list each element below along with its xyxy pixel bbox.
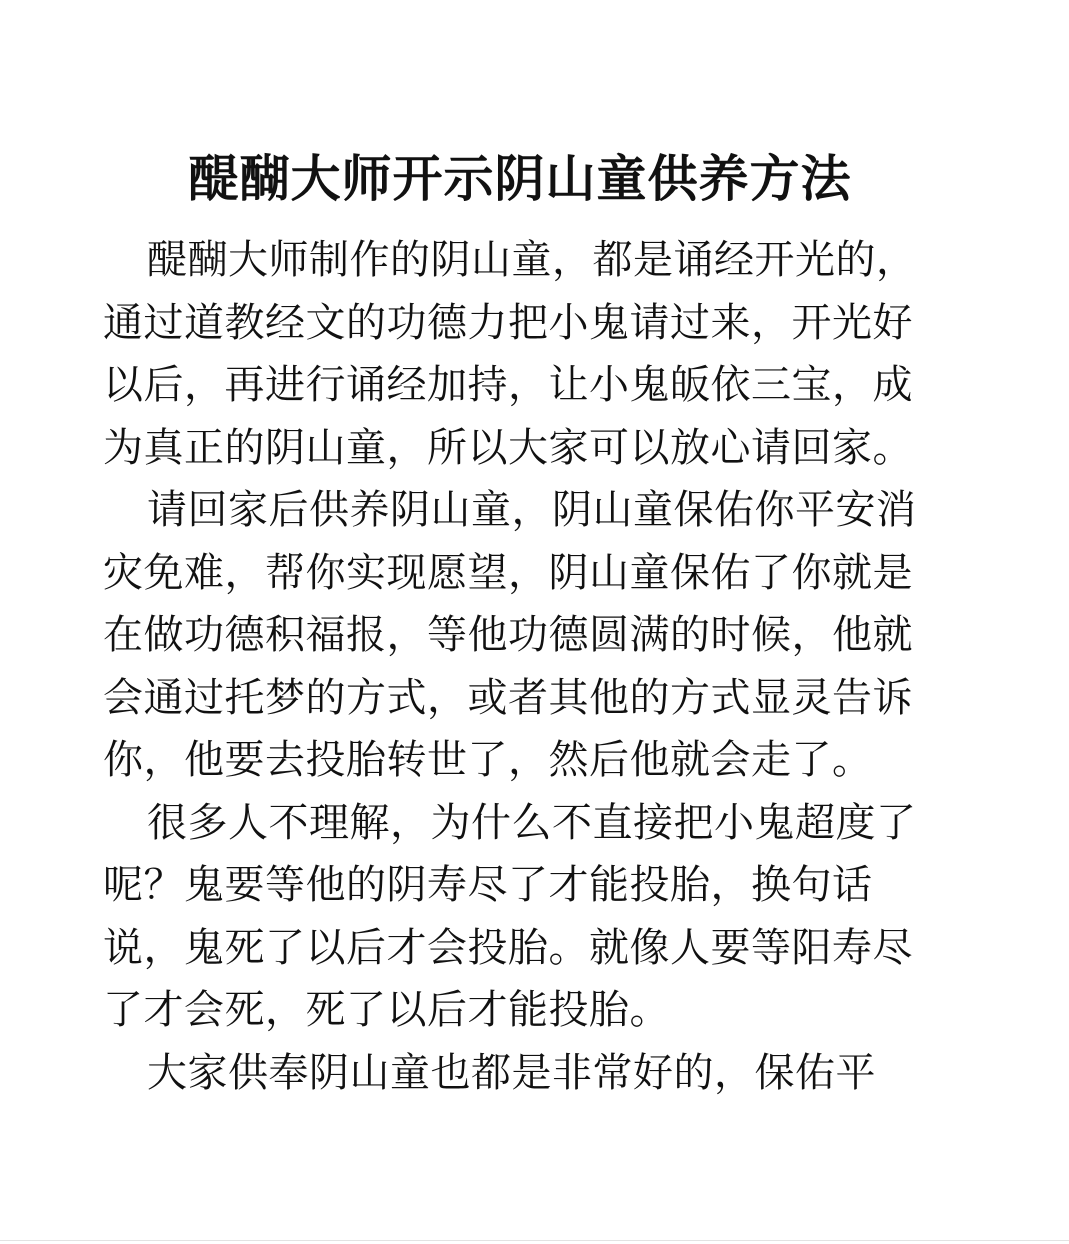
paragraph-2: 请回家后供养阴山童，阴山童保佑你平安消灾免难，帮你实现愿望，阴山童保佑了你就是在做功德积福报，等他功德圆满的时候，他就会通过托梦的方式，或者其他的方式显灵告诉你，他要去投胎转世了，然后他就会走了。 xyxy=(103,487,917,783)
article-title: 醍醐大师开示阴山童供养方法 xyxy=(188,150,852,208)
bottom-divider xyxy=(0,1240,1069,1241)
article-body xyxy=(103,229,943,1104)
paragraph-4: 大家供奉阴山童也都是非常好的，保佑平 xyxy=(147,1049,876,1096)
paragraph-3: 很多人不理解，为什么不直接把小鬼超度了呢？鬼要等他的阴寿尽了才能投胎，换句话说，鬼死了以后才会投胎。就像人要等阳寿尽了才会死，死了以后才能投胎。 xyxy=(103,799,917,1033)
paragraph-1: 醍醐大师制作的阴山童，都是诵经开光的，通过道教经文的功德力把小鬼请过来，开光好以后，再进行诵经加持，让小鬼皈依三宝，成为真正的阴山童，所以大家可以放心请回家。 xyxy=(103,237,917,471)
